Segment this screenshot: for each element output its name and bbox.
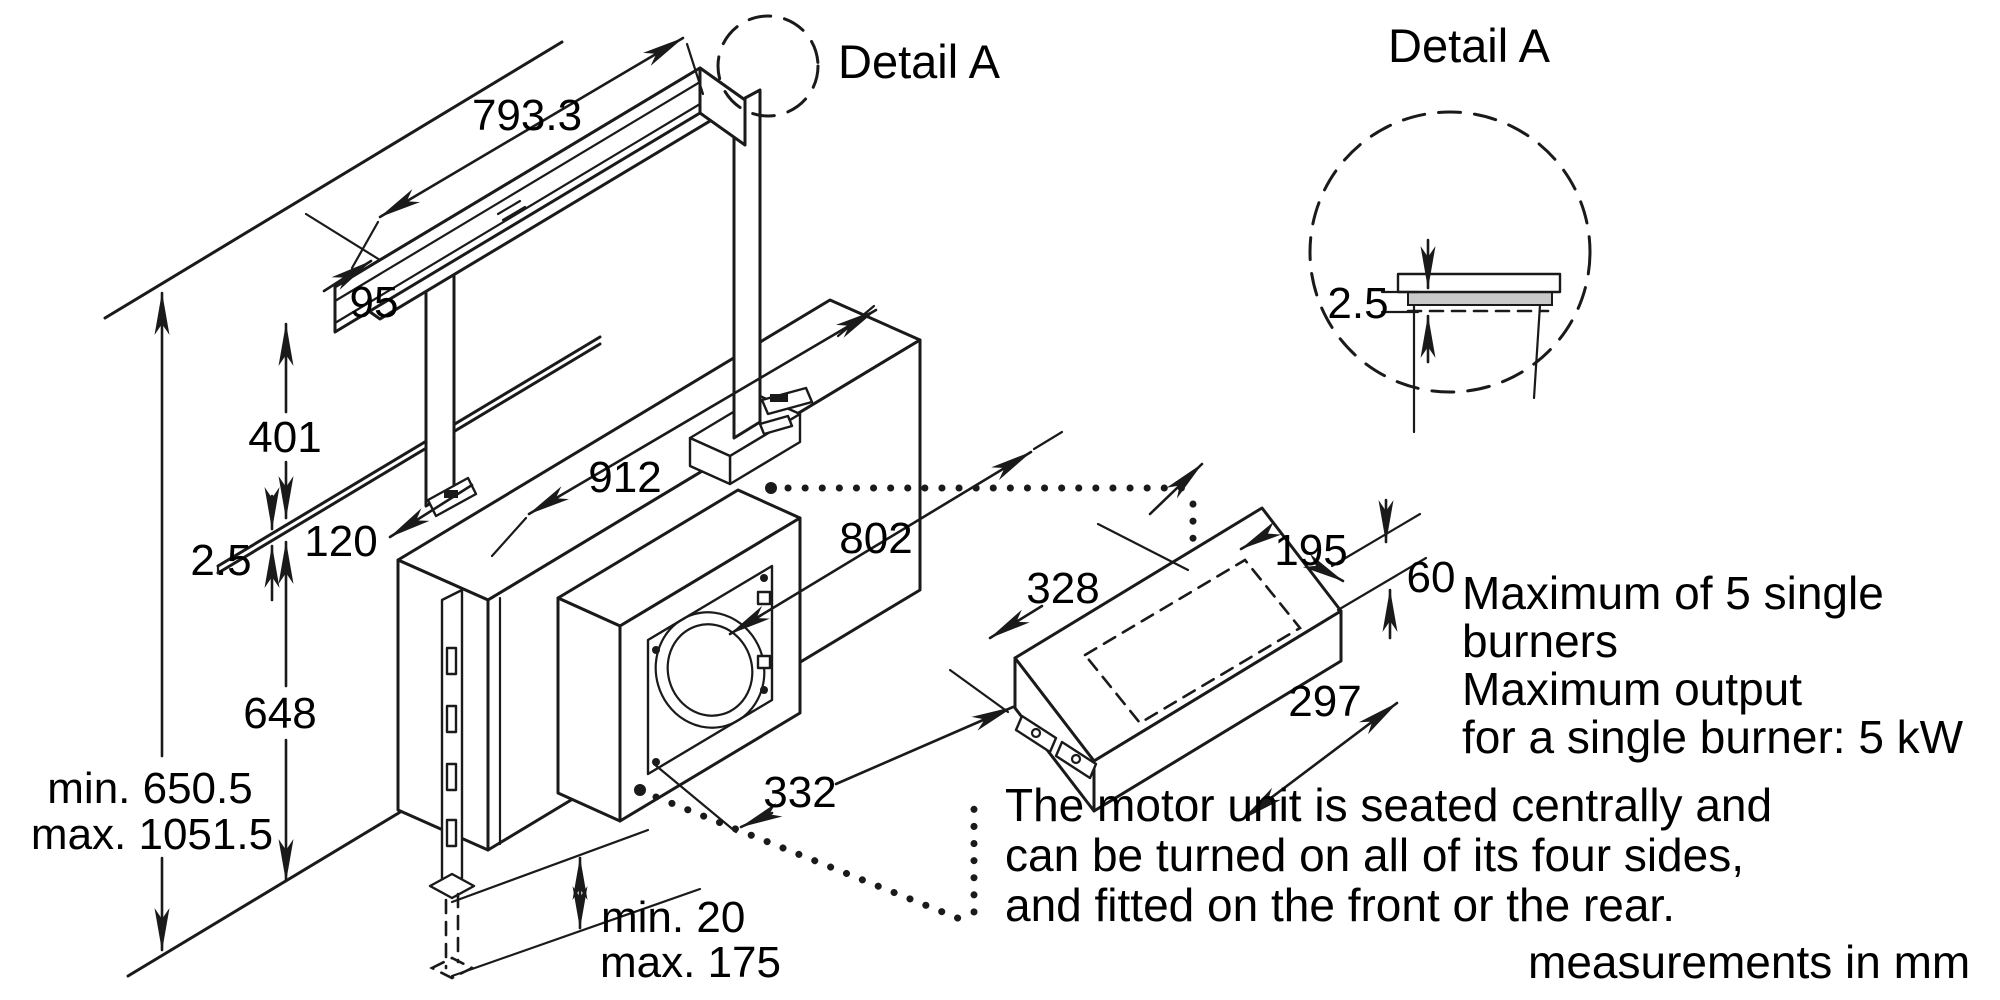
glass-section xyxy=(1408,292,1552,305)
dim-glass-thickness: 2.5 xyxy=(190,536,252,585)
rail-foot xyxy=(430,874,474,898)
burner-note-line-1: Maximum of 5 single xyxy=(1462,567,1884,619)
burner-note-line-3: Maximum output xyxy=(1462,663,1803,715)
dim-motor-box-height: 60 xyxy=(1406,553,1456,602)
flat-motor-box xyxy=(990,464,1426,819)
motor-note-line-1: The motor unit is seated centrally and xyxy=(1005,779,1773,831)
dim-worktop-offset: 120 xyxy=(304,517,378,566)
motor-note-line-2: can be turned on all of its four sides, xyxy=(1005,829,1744,881)
units-note: measurements in mm xyxy=(1528,936,1971,988)
dim-total-height-max: max. 1051.5 xyxy=(30,810,274,859)
detail-view-title: Detail A xyxy=(1388,19,1550,72)
dim-niche-width: 912 xyxy=(588,453,662,502)
burner-note-line-4: for a single burner: 5 kW xyxy=(1462,711,1964,763)
cover-plate-section xyxy=(1398,274,1560,292)
dim-plinth-max: max. 175 xyxy=(600,938,781,987)
dim-extension-height: 401 xyxy=(248,413,322,462)
dim-total-height-min: min. 650.5 xyxy=(47,764,253,813)
detail-view-circle xyxy=(1310,112,1590,392)
burner-note-line-2: burners xyxy=(1462,615,1618,667)
dim-detail-glass-thickness: 2.5 xyxy=(1327,279,1389,328)
detail-callout-circle xyxy=(718,16,818,116)
dim-motor-box-length: 297 xyxy=(1288,677,1362,726)
dim-motor-width: 328 xyxy=(1026,564,1100,613)
motor-note-line-3: and fitted on the front or the rear. xyxy=(1005,879,1675,931)
dim-hood-width: 793.3 xyxy=(471,91,583,140)
dim-niche-depth: 802 xyxy=(839,514,913,563)
dim-motor-depth: 332 xyxy=(763,768,837,817)
dim-motor-box-depth: 195 xyxy=(1274,526,1348,575)
dim-chimney-depth: 95 xyxy=(349,278,399,327)
dim-body-height: 648 xyxy=(243,689,317,738)
detail-callout-label: Detail A xyxy=(838,35,1000,88)
detail-view xyxy=(1310,19,1590,432)
dim-plinth-min: min. 20 xyxy=(601,893,746,942)
